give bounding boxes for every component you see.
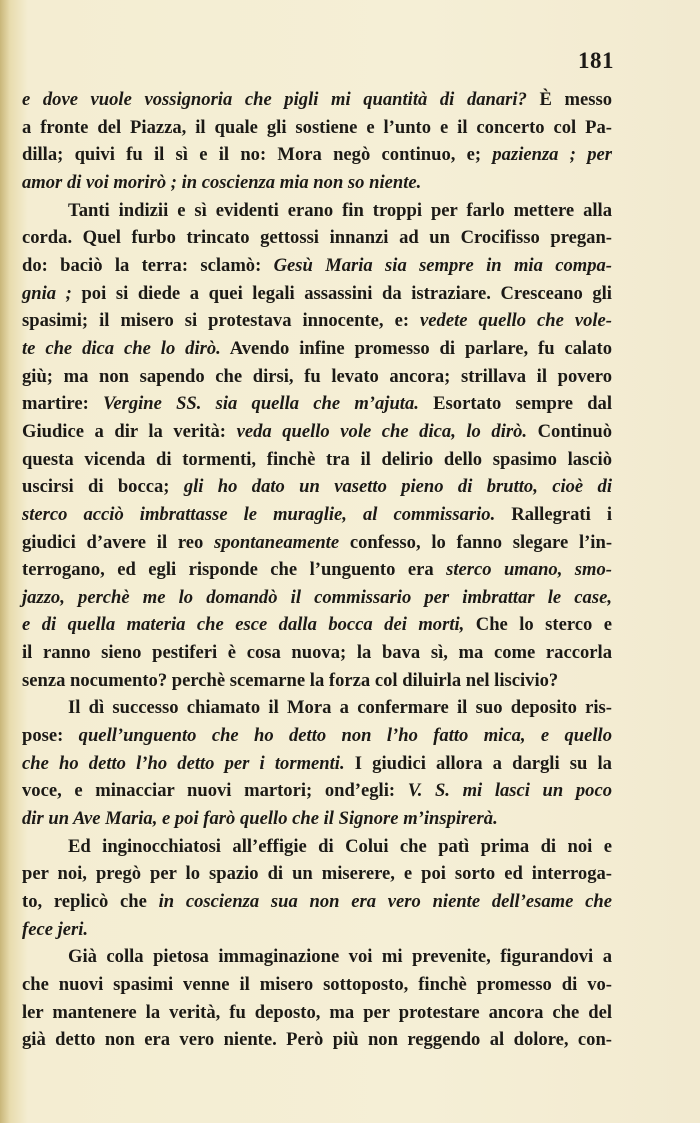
text-line	[22, 584, 612, 612]
paragraph	[22, 943, 612, 1054]
text-run: Già colla pietosa immaginazione voi mi prevenite, figurandovi a	[68, 946, 612, 968]
text-run: I giudici allora a dargli su la	[344, 752, 612, 774]
text-line	[22, 667, 612, 695]
paragraph	[22, 833, 612, 944]
italic-run: fece jeri.	[22, 918, 89, 940]
text-line	[22, 141, 612, 169]
text-line	[22, 501, 612, 529]
text-run: pose:	[22, 725, 79, 747]
italic-run: vedete quello che vole-	[420, 310, 612, 332]
italic-run: spontaneamente	[214, 531, 340, 553]
text-line	[22, 280, 612, 308]
text-run: Continuò	[527, 420, 612, 442]
text-run: il ranno sieno pestiferi è cosa nuova; la bava sì, ma come raccorla	[22, 642, 612, 664]
text-run: senza nocumento? perchè scemarne la forza col diluirla nel liscivio?	[22, 669, 559, 691]
italic-run: che ho detto l’ho detto per i tormenti.	[22, 752, 345, 774]
text-line	[22, 1026, 612, 1054]
text-line	[22, 529, 612, 557]
text-run: Che lo sterco e	[464, 614, 612, 636]
italic-run: sterco umano, smo-	[446, 559, 612, 581]
text-line	[22, 446, 612, 474]
text-line	[22, 390, 612, 418]
text-line	[22, 473, 612, 501]
text-line	[22, 888, 612, 916]
text-line	[22, 833, 612, 861]
text-line	[22, 971, 612, 999]
text-line	[22, 805, 612, 833]
text-line	[22, 335, 612, 363]
text-run: ler mantenere la verità, fu deposto, ma per protestare ancora che del	[22, 1001, 612, 1023]
italic-run: quell’unguento che ho detto non l’ho fatto mica, e quello	[78, 725, 612, 747]
text-line	[22, 363, 612, 391]
italic-run: gli ho dato un vasetto pieno di brutto, cioè di	[183, 476, 612, 498]
italic-run: in coscienza sua non era vero niente dell’esame che	[158, 891, 612, 913]
paragraph	[22, 694, 612, 832]
text-run: do: baciò la terra: sclamò:	[22, 254, 274, 276]
italic-run: jazzo, perchè me lo domandò il commissario per imbrattar le case,	[22, 586, 612, 608]
text-line	[22, 169, 612, 197]
text-line	[22, 943, 612, 971]
paragraph	[22, 86, 612, 197]
text-run: È messo	[526, 89, 612, 110]
page-number: 181	[578, 48, 614, 73]
text-run: voce, e minacciar nuovi martori; ond’egli:	[22, 780, 408, 802]
body-text	[22, 86, 612, 1054]
text-line	[22, 722, 612, 750]
text-line	[22, 750, 612, 778]
text-line	[22, 611, 612, 639]
text-line	[22, 999, 612, 1027]
text-run: dilla; quivi fu il sì e il no: Mora negò continuo, e;	[22, 144, 493, 166]
text-line	[22, 86, 612, 114]
italic-run: e di quella materia che esce dalla bocca dei morti,	[22, 614, 465, 636]
text-run: to, replicò che	[22, 891, 159, 913]
italic-run: Gesù Maria sia sempre in mia compa-	[273, 254, 612, 276]
italic-run: te che dica che lo dirò.	[22, 337, 221, 359]
text-run: questa vicenda di tormenti, finchè tra il delirio dello spasimo lasciò	[22, 448, 612, 470]
text-run: poi si diede a quei legali assassini da istraziare. Cresceano gli	[71, 282, 612, 304]
text-run: terrogano, ed egli risponde che l’unguento era	[22, 559, 447, 581]
text-run: che nuovi spasimi venne il misero sottoposto, finchè promesso di vo-	[22, 974, 612, 995]
text-run: Esortato sempre dal	[418, 393, 613, 415]
italic-run: gnia ;	[22, 282, 72, 304]
italic-run: V. S. mi lasci un poco	[407, 780, 612, 802]
text-run: spasimi; il misero si protestava innocente, e:	[22, 310, 421, 332]
text-run: martire:	[22, 393, 103, 415]
text-run: giù; ma non sapendo che dirsi, fu levato ancora; strillava il povero	[22, 365, 612, 387]
italic-run: sterco acciò imbrattasse le muraglie, al commissario.	[22, 503, 496, 525]
text-line	[22, 694, 612, 722]
text-line	[22, 916, 612, 944]
text-run: confesso, lo fanno slegare l’in-	[339, 531, 613, 553]
italic-run: dir un Ave Maria, e poi farò quello che il Signore m’inspirerà.	[22, 808, 498, 830]
text-run: uscirsi di bocca;	[22, 476, 184, 498]
text-line	[22, 777, 612, 805]
italic-run: amor di voi morirò ; in coscienza mia non so niente.	[22, 171, 422, 193]
text-line	[22, 252, 612, 280]
text-line	[22, 418, 612, 446]
text-run: giudici d’avere il reo	[22, 531, 215, 553]
italic-run: Vergine SS. sia quella che m’ajuta.	[102, 393, 419, 415]
italic-run: veda quello vole che dica, lo dirò.	[236, 420, 528, 442]
italic-run: pazienza ; per	[492, 144, 612, 166]
paragraph	[22, 197, 612, 695]
text-line	[22, 224, 612, 252]
text-run: per noi, pregò per lo spazio di un miserere, e poi sorto ed interroga-	[22, 863, 612, 885]
text-line	[22, 556, 612, 584]
text-line	[22, 197, 612, 225]
text-run: Tanti indizii e sì evidenti erano fin troppi per farlo mettere alla	[68, 199, 612, 221]
text-run: corda. Quel furbo trincato gettossi innanzi ad un Crocifisso pregan-	[22, 227, 612, 249]
text-run: a fronte del Piazza, il quale gli sostiene e l’unto e il concerto col Pa-	[22, 116, 612, 138]
text-line	[22, 307, 612, 335]
text-run: Giudice a dir la verità:	[22, 420, 237, 442]
text-line	[22, 639, 612, 667]
text-run: Il dì successo chiamato il Mora a confermare il suo deposito ris-	[68, 697, 612, 719]
text-run: già detto non era vero niente. Però più non reggendo al dolore, con-	[22, 1029, 612, 1051]
text-run: Avendo infine promesso di parlare, fu calato	[220, 337, 612, 359]
text-run: Ed inginocchiatosi all’effigie di Colui che patì prima di noi e	[68, 835, 612, 857]
text-line	[22, 860, 612, 888]
italic-run: e dove vuole vossignoria che pigli mi quantità di danari?	[22, 89, 527, 110]
text-line	[22, 114, 612, 142]
text-run: Rallegrati i	[495, 503, 612, 525]
